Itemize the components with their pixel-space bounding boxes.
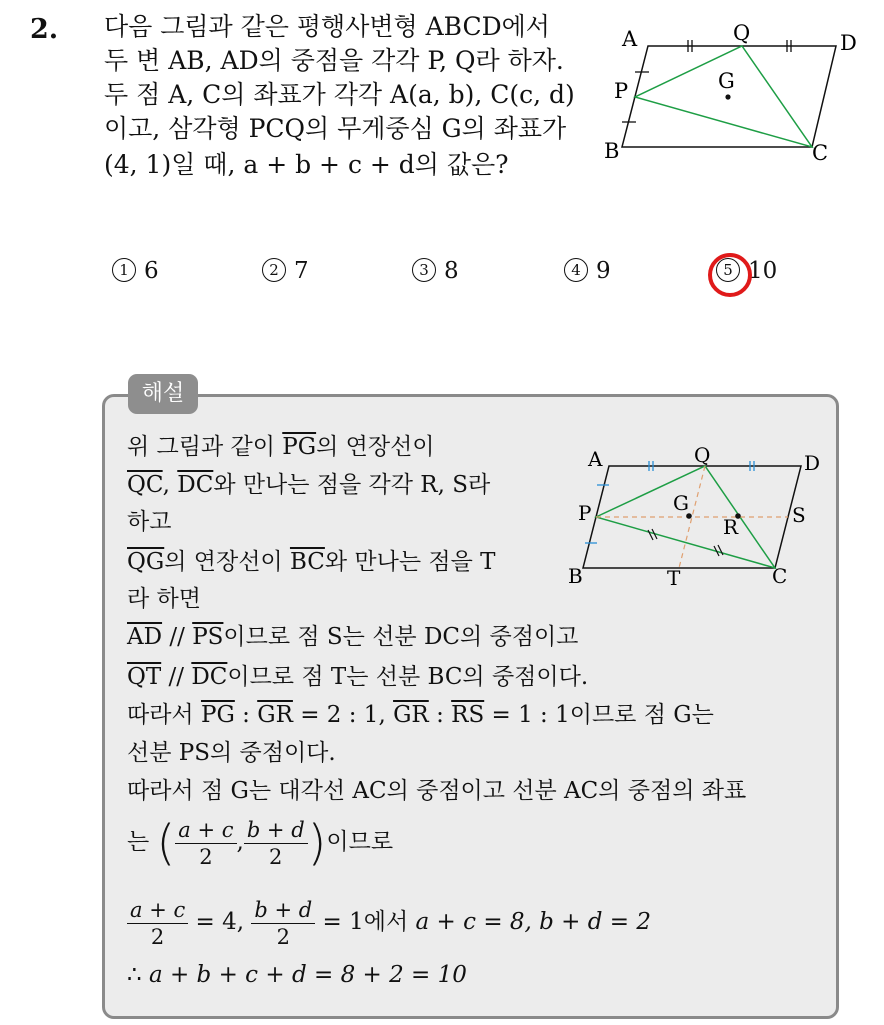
solution-line-13: ∴ a + b + c + d = 8 + 2 = 10 xyxy=(127,962,467,988)
parallelogram-figure xyxy=(600,14,870,170)
seg-ad: $\overline{AD}$ xyxy=(127,624,163,650)
answer-circle-mark xyxy=(708,253,752,297)
solution-line-5: 라 하면 xyxy=(127,586,201,612)
choice-2[interactable] xyxy=(262,258,309,284)
solution-line-2: $\overline{QC}$, $\overline{DC}$와 만나는 점을 각각 R, S라 xyxy=(127,472,491,498)
seg-ps: $\overline{PS}$ xyxy=(192,624,224,650)
solution-line-9: 선분 PS의 중점이다. xyxy=(127,740,336,766)
choice-1-mark: 1 xyxy=(112,258,136,282)
choice-2-value: 7 xyxy=(294,258,309,284)
fig1-label-q: Q xyxy=(733,21,751,45)
fraction-a-plus-c: $\frac{a + c}{2}$ xyxy=(175,817,236,870)
fig1-label-c: C xyxy=(812,141,829,165)
choice-4[interactable] xyxy=(564,258,611,284)
solution-line-4: $\overline{QG}$의 연장선이 $\overline{BC}$와 만나는 점을 T xyxy=(127,549,496,575)
fig2-label-r: R xyxy=(723,515,739,539)
fig1-label-a: A xyxy=(622,27,638,51)
question-number: 2. xyxy=(30,14,59,45)
seg-rs: $\overline{RS}$ xyxy=(451,702,485,728)
seg-qc: $\overline{QC}$ xyxy=(127,472,163,498)
fig1-label-g: G xyxy=(718,69,735,93)
solution-line-7: $\overline{QT} // \overline{DC}$이므로 점 T는 선분 BC의 중점이다. xyxy=(127,664,589,690)
solution-tag: 해설 xyxy=(128,374,198,414)
solution-line-12: $\frac{a + c}{2}$ = 4, $\frac{b + d}{2}$ = 1에서 a + c = 8, b + d = 2 xyxy=(127,892,651,952)
question-line-4: 이고, 삼각형 PCQ의 무게중심 G의 좌표가 xyxy=(104,114,567,143)
equation-fraction-2: $\frac{b + d}{2}$ xyxy=(251,897,315,950)
choice-2-mark: 2 xyxy=(262,258,286,282)
question-line-2: 두 변 AB, AD의 중점을 각각 P, Q라 하자. xyxy=(104,46,564,75)
choice-3-value: 8 xyxy=(444,258,459,284)
choice-5-mark: 5 xyxy=(716,258,740,282)
solution-line-8: 따라서 $\overline{PG}$ : $\overline{GR} = 2$ : 1, $\overline{GR}$ : $\overline{RS} = 1$ : 1이므로 점 G는 xyxy=(127,702,714,728)
question-line-1: 다음 그림과 같은 평행사변형 ABCD에서 xyxy=(104,12,550,41)
fig1-label-d: D xyxy=(840,31,857,55)
fraction-b-plus-d: $\frac{b + d}{2}$ xyxy=(244,817,308,870)
fig2-label-p: P xyxy=(578,501,592,525)
fig2-label-q: Q xyxy=(694,443,711,467)
choice-3[interactable] xyxy=(412,258,459,284)
fig1-label-p: P xyxy=(614,79,629,103)
seg-dc-2: $\overline{DC}$ xyxy=(191,664,228,690)
choice-4-value: 9 xyxy=(596,258,611,284)
solution-line-6: $\overline{AD} // \overline{PS}$이므로 점 S는 선분 DC의 중점이고 xyxy=(127,624,579,650)
fig1-label-b: B xyxy=(604,139,620,163)
seg-bc: $\overline{BC}$ xyxy=(289,549,325,575)
seg-gr-2: $\overline{GR}$ xyxy=(393,702,429,728)
solution-line-10: 따라서 점 G는 대각선 AC의 중점이고 선분 AC의 중점의 좌표 xyxy=(127,778,747,804)
fig2-label-s: S xyxy=(792,503,806,527)
seg-qt: $\overline{QT}$ xyxy=(127,664,162,690)
seg-pg-2: $\overline{PG}$ xyxy=(200,702,235,728)
solution-line-3: 하고 xyxy=(127,509,172,535)
choice-3-mark: 3 xyxy=(412,258,436,282)
seg-pg: $\overline{PG}$ xyxy=(282,434,317,460)
equation-fraction-1: $\frac{a + c}{2}$ xyxy=(127,897,188,950)
choice-1-value: 6 xyxy=(144,258,159,284)
fig2-label-b: B xyxy=(568,564,583,588)
fig2-label-a: A xyxy=(588,447,603,471)
fig2-label-c: C xyxy=(772,564,788,588)
fig2-label-t: T xyxy=(667,566,681,590)
seg-dc: $\overline{DC}$ xyxy=(177,472,214,498)
fig2-label-g: G xyxy=(673,491,689,515)
seg-qg: $\overline{QG}$ xyxy=(127,549,165,575)
solution-line-1: 위 그림과 같이 $\overline{PG}$의 연장선이 xyxy=(127,434,435,460)
fig2-label-d: D xyxy=(804,451,821,475)
choice-4-mark: 4 xyxy=(564,258,588,282)
solution-line-11: 는 ( $\frac{a + c}{2}$ , $\frac{b + d}{2}$ )이므로 xyxy=(127,815,394,871)
choice-5-value: 10 xyxy=(748,258,778,284)
question-line-5: (4, 1)일 때, a + b + c + d의 값은? xyxy=(104,150,509,179)
solution-figure xyxy=(566,442,836,592)
question-line-3: 두 점 A, C의 좌표가 각각 A(a, b), C(c, d) xyxy=(104,80,575,109)
seg-gr: $\overline{GR}$ xyxy=(257,702,293,728)
choice-1[interactable] xyxy=(112,258,159,284)
